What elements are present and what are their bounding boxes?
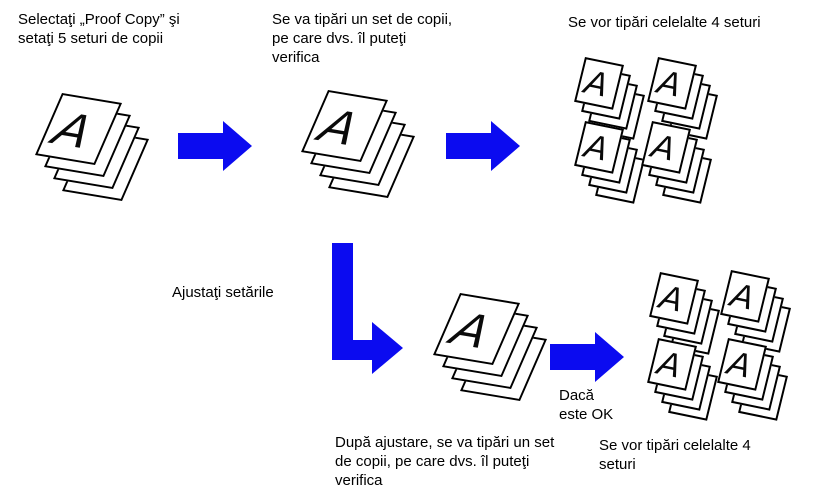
label-if-ok: Dacă este OK (559, 387, 614, 423)
page-letter: A (653, 343, 686, 386)
page-letter: A (45, 101, 101, 159)
arrow-shape (550, 332, 624, 382)
page-letter: A (311, 98, 367, 156)
arrow-shape (178, 121, 252, 171)
page-letter: A (726, 275, 759, 318)
page-letter: A (443, 301, 499, 359)
page-letter: A (655, 277, 688, 320)
label-step4-after-adjustment: După ajustare, se va tipări un set de copii, pe care dvs. îl puteţi verifica (335, 434, 555, 489)
arrow-shape (332, 243, 403, 374)
label-step1-select-proof-copy: Selectaţi „Proof Copy” şi setaţi 5 seturi de copii (18, 11, 180, 47)
label-adjust-settings: Ajustaţi setările (172, 284, 274, 301)
arrow-right-icon (178, 120, 254, 172)
page-letter: A (580, 126, 613, 169)
arrow-down-right-icon (332, 243, 404, 378)
arrow-right-icon (446, 120, 522, 172)
page-letter: A (723, 343, 756, 386)
page-letter: A (580, 62, 613, 105)
label-step2-one-set-printed: Se va tipări un set de copii, pe care dvs. îl puteţi verifica (272, 11, 453, 66)
label-step3-remaining-sets: Se vor tipări celelalte 4 seturi (568, 14, 761, 31)
label-step5-remaining-sets: Se vor tipări celelalte 4 seturi (599, 437, 751, 473)
arrow-right-icon (550, 331, 626, 383)
arrow-shape (446, 121, 520, 171)
page-letter: A (647, 126, 680, 169)
page-letter: A (653, 62, 686, 105)
